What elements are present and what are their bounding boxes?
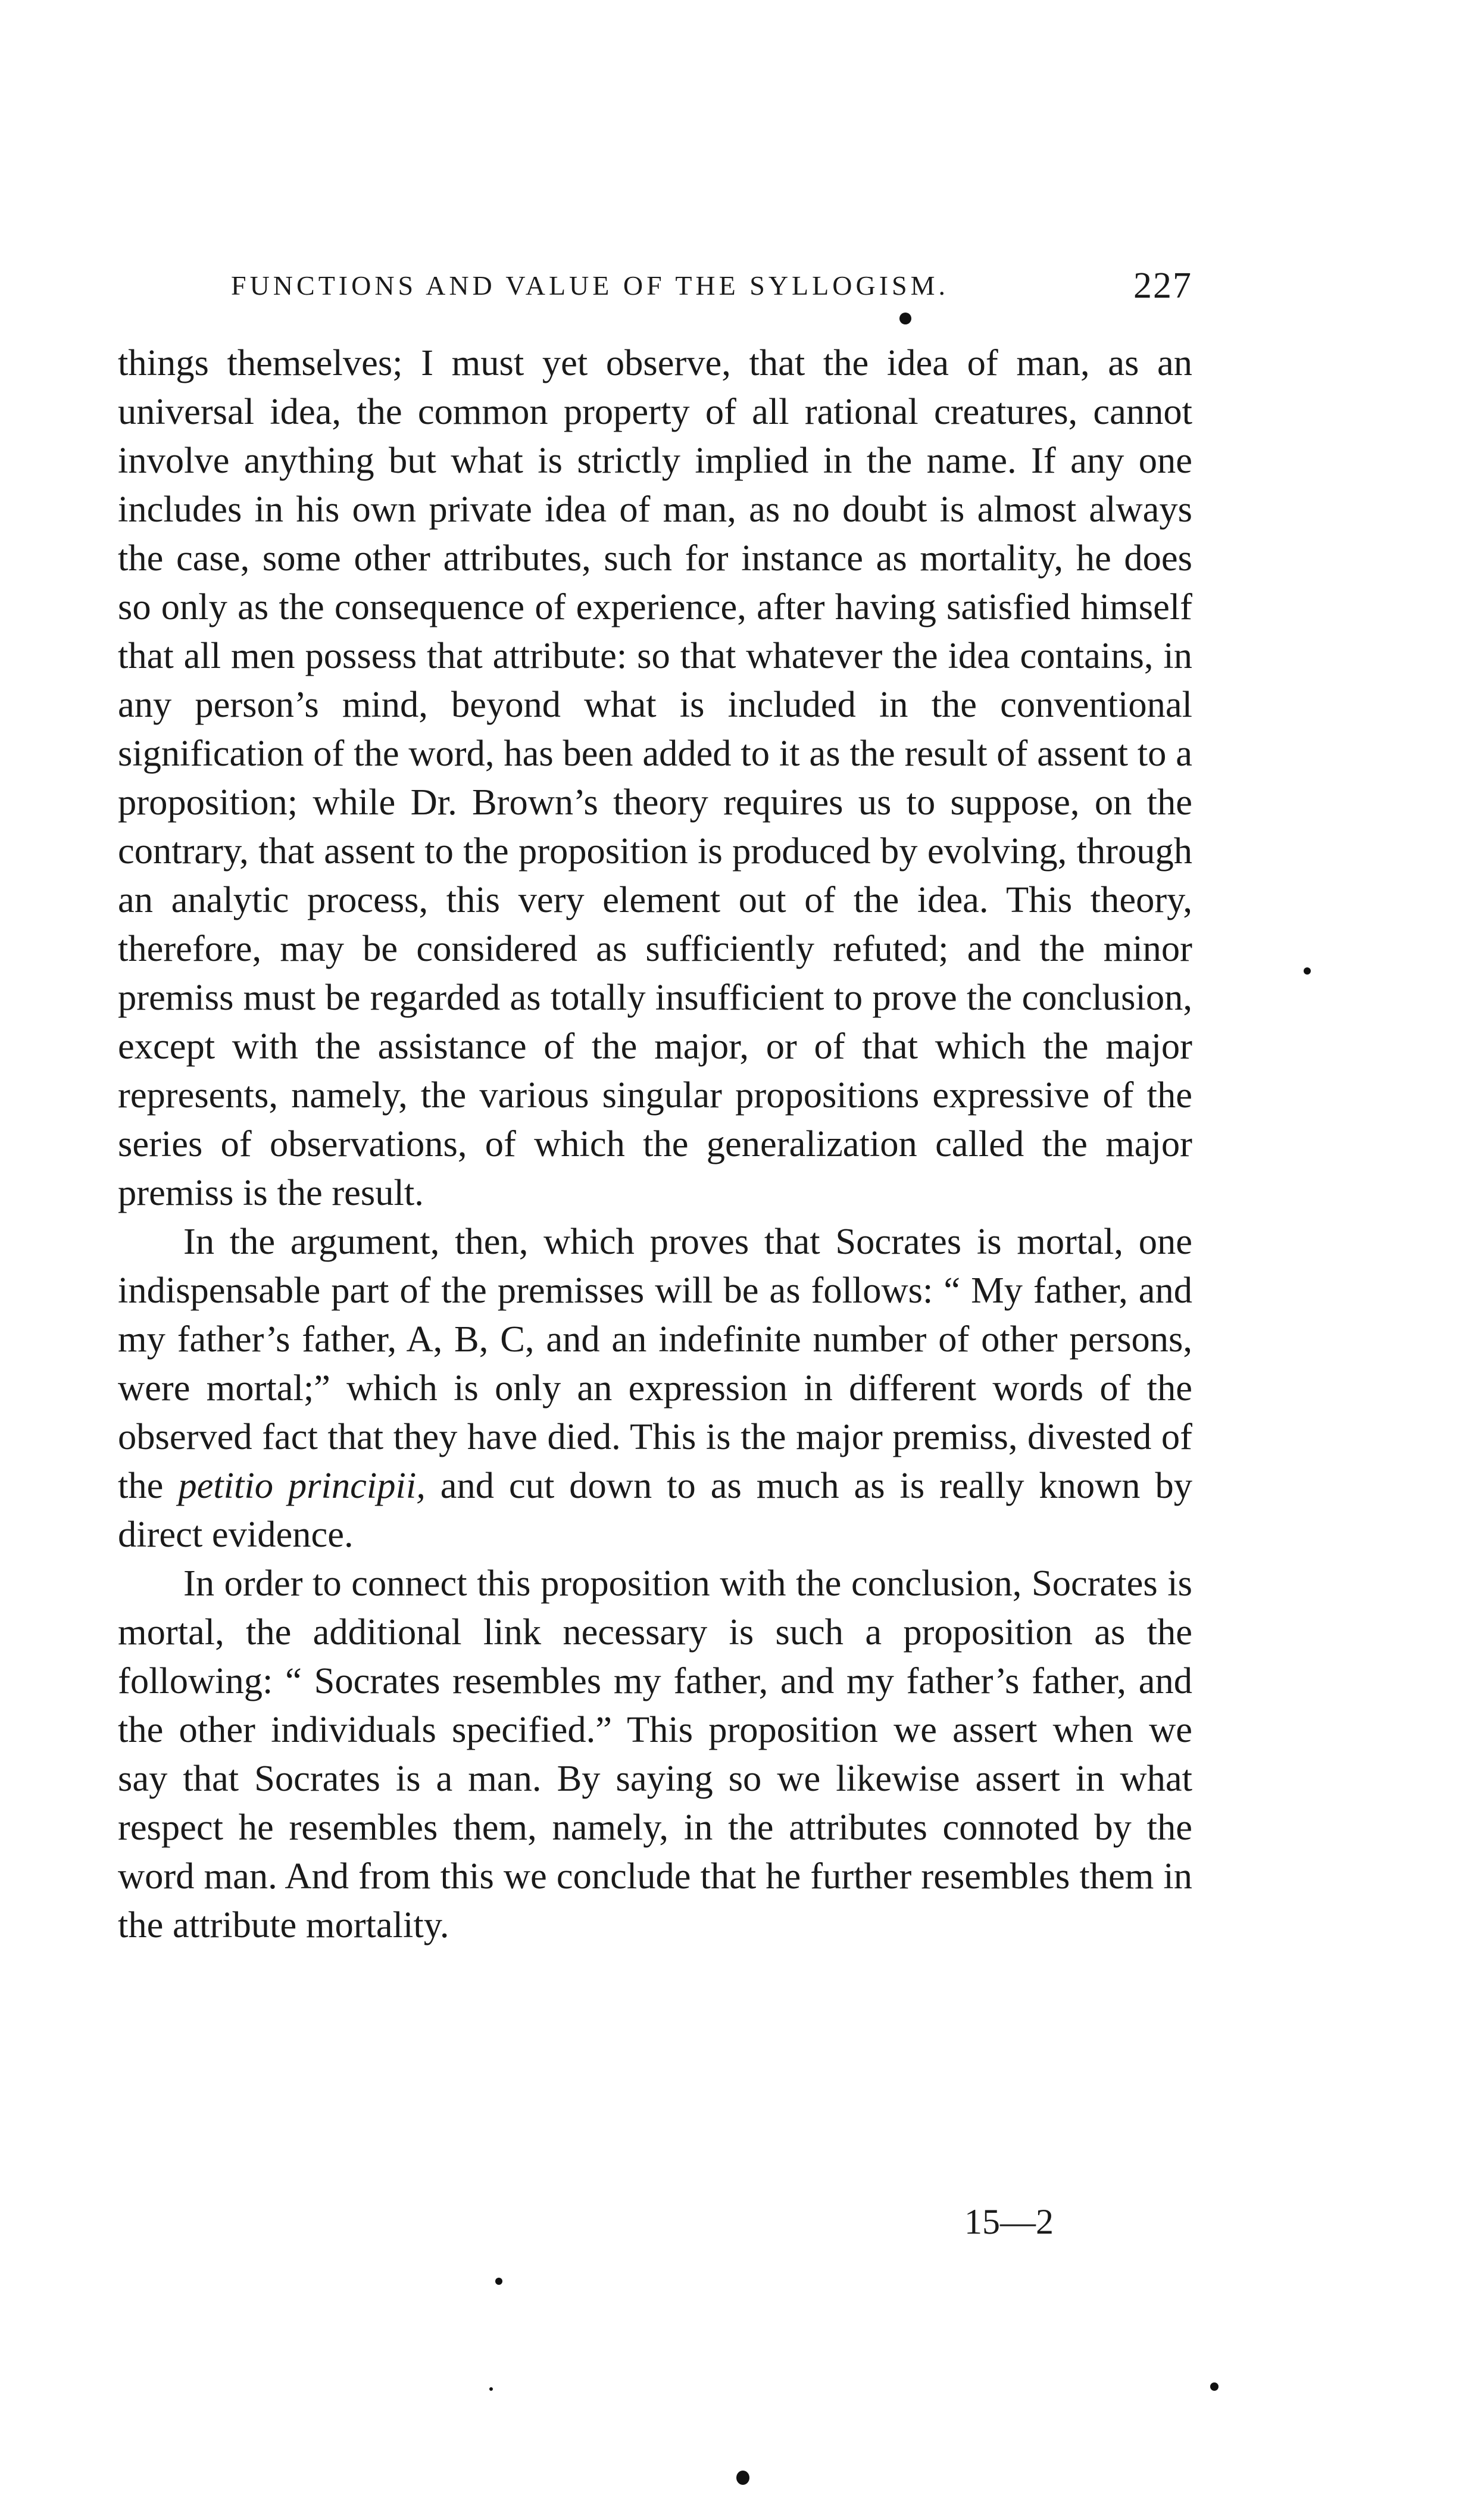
paragraph-2-text-after: and cut down to as much as is really known by direct evidence. [118,1464,1192,1555]
running-head-title: FUNCTIONS AND VALUE OF THE SYLLOGISM. [231,270,949,301]
scan-speck [1210,2382,1219,2391]
scan-speck [489,2387,493,2391]
paragraph-2 [118,1217,1192,1559]
scan-speck [495,2278,502,2285]
body-text [118,338,1192,1949]
signature-mark: 15—2 [964,2202,1054,2241]
running-head [231,262,1192,310]
scan-speck [1304,967,1311,975]
page-number: 227 [1133,266,1192,306]
paragraph-2-text-before: In the argument, then, which proves that Socrates is mortal, one indispensable part of the premisses will be as follows: “ My father, and my father’s father, A, B, C, and an indefinite number of other persons, were mortal;” which is only an expression in different words of the observed fact that they have died. This is the major premiss, divested of the [118,1220,1192,1506]
paragraph-3: In order to connect this proposition with the conclusion, Socrates is mortal, the additional link necessary is such a proposition as the following: “ Socrates resembles my father, and my father’s father, and the other individuals specified.” This proposition we assert when we say that Socrates is a man. By saying so we likewise assert in what respect he resembles them, namely, in the attributes connoted by the word man. And from this we conclude that he further resembles them in the attribute mortality. [118,1562,1192,1945]
scan-speck [899,313,911,324]
paragraph-2-italic-phrase: petitio principii, [178,1464,426,1506]
scan-speck [736,2471,749,2485]
paragraph-1: things themselves; I must yet observe, that the idea of man, as an universal idea, the common property of all rational creatures, cannot involve anything but what is strictly implied in the name. If any one includes in his own private idea of man, as no doubt is almost always the case, some other attributes, such for instance as mortality, he does so only as the consequence of experience, after having satisfied himself that all men possess that attribute: so that whatever the idea contains, in any person’s mind, beyond what is included in the conventional signification of the word, has been added to it as the result of assent to a proposition; while Dr. Brown’s theory requires us to suppose, on the contrary, that assent to the proposition is produced by evolving, through an analytic process, this very element out of the idea. This theory, therefore, may be considered as sufficiently refuted; and the minor premiss must be regarded as totally insufficient to prove the conclusion, except with the assistance of the major, or of that which the major represents, namely, the various singular propositions expressive of the series of observations, of which the generalization called the major premiss is the result. [118,342,1192,1213]
